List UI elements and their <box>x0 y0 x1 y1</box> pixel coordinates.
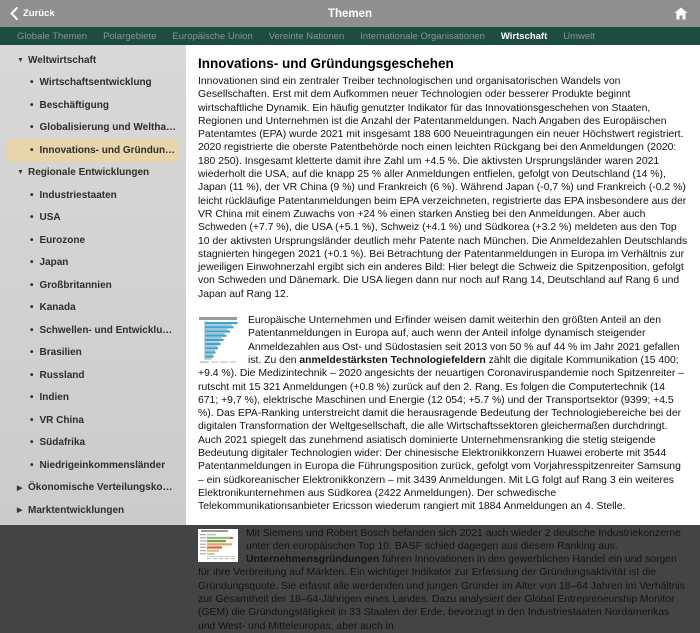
disclosure-triangle-expanded-icon: ▼ <box>17 56 24 64</box>
bullet-icon: • <box>30 257 34 269</box>
founding-rate-chart-thumbnail[interactable] <box>198 529 238 562</box>
sidebar-item-kanada[interactable]: • Kanada <box>30 302 76 314</box>
sidebar-item-wirtschaftsentwicklung[interactable]: • Wirtschaftsentwicklung <box>30 77 152 89</box>
sidebar-item-vr-china[interactable]: • VR China <box>30 414 84 426</box>
bullet-icon: • <box>30 122 34 134</box>
article-content <box>186 45 700 632</box>
bullet-icon: • <box>30 77 34 89</box>
sidebar-item-globalisierung-und-welthandel[interactable]: • Globalisierung und Weltha… <box>30 122 177 134</box>
paragraph-company-founding: Mit Siemens und Robert Bosch befanden sich 2021 auch wieder 2 deutsche Industriekonzerne unter den europäischen Top 10. BASF schied dagegen aus diesem Ranking aus. Unternehmensgründungen führen Innovationen in den gewerblichen Handel ein und sorgen für ihre Verbreitung auf Märkten. Ein wichtiger Indikator zur Erfassung der Gründungsaktivität ist die Gründungsquote. Sie erfasst alle werdenden und jungen Gründer im Alter von 18–64 Jahren im Verhältnis zur Gesamtheit der 18–64-Jährigen eines Landes. Dazu analysiert der Global Entrepreneurship Monitor (GEM) die Gründungstätigkeit in 33 Staaten der Erde, bevorzugt in den Industriestaaten Nordamerikas und West- und Mitteleuropas, aber auch in <box>198 527 685 632</box>
bullet-icon: • <box>30 99 34 111</box>
sidebar-item-russland[interactable]: • Russland <box>30 369 85 381</box>
sidebar-group-weltwirtschaft[interactable]: ▼ Weltwirtschaft <box>17 54 97 66</box>
sidebar-item-indien[interactable]: • Indien <box>30 392 69 404</box>
sidebar-item-industriestaaten[interactable]: • Industriestaaten <box>30 189 117 201</box>
bullet-icon: • <box>30 414 34 426</box>
bold-technology-fields: anmeldestärksten Technologiefeldern <box>299 354 486 366</box>
bullet-icon: • <box>30 302 34 314</box>
tab-wirtschaft[interactable]: Wirtschaft <box>500 30 548 42</box>
sidebar-item-beschaeftigung[interactable]: • Beschäftigung <box>30 99 109 111</box>
sidebar-item-japan[interactable]: • Japan <box>30 257 69 269</box>
topic-tab-bar <box>0 27 700 45</box>
sidebar-item-innovations-und-gruendungsgeschehen[interactable]: • Innovations- und Gründun… <box>7 139 179 162</box>
sidebar-item-schwellen-und-entwicklungslaender[interactable]: • Schwellen- und Entwicklu… <box>30 324 173 336</box>
paragraph-patent-applications: Innovationen sind ein zentraler Treiber technologischen und organisatorischen Wandels von Gesellschaften. Erst mit dem Aufkommen neuer Technologien oder besserer Produkte beginnt wirtschaftliche Dynamik. Ein häufig genutzter Indikator für das Innovationsgeschehen von Staaten, Regionen und Unternehmen ist die Anzahl der Patentanmeldungen. Nach Angaben des Europäischen Patentamtes (EPA) wurde 2021 mit insgesamt 188 600 Neueintragungen ein neuer Höchstwert registriert. 2020 registrierte die oberste Patentbehörde noch einen leichten Rückgang bei den Anmeldungen (2020: 180 250). Insgesamt kletterte damit ihre Zahl um +4.5 %. Die aktivsten Ursprungsländer waren 2021 wiederholt die USA, auf die knapp 25 % aller Anmeldungen entfielen, gefolgt von Deutschland (14 %), Japan (11 %), der VR China (9 %) und Frankreich (6 %). Während Japan (-0,7 %) und Frankreich (-0.2 %) leicht rückläufige Patentanmeldungen beim EPA verzeichneten, registrierte das EPA insbesondere aus der VR China mit einem Zuwachs von +24 % einen starken Anstieg bei den Anmeldungen. Aber auch Schweden (+7.7 %), die USA (+5.1 %), Schweiz (+4.1 %) und Südkorea (+3.2 %) meldeten aus den Top 10 der aktivsten Ursprungsländer deutlich mehr Patente nach München. Die Anmeldezahlen Deutschlands stagnierten hingegen 2021 (+0.1 %). Bei Betrachtung der Patentanmeldungen in Europa im Verhältnis zur jeweiligen Einwohnerzahl ergibt sich ein anderes Bild: Hier belegt die Schweiz die Spitzenposition, gefolgt von Schweden und Dänemark. Die USA liegen dann nur noch auf Rang 14, Deutschland auf Rang 6 und Japan auf Rang 12. <box>198 76 688 300</box>
sidebar-item-niedrigeinkommenslaender[interactable]: • Niedrigeinkommensländer <box>30 459 166 471</box>
tab-internationale-organisationen[interactable]: Internationale Organisationen <box>360 30 485 42</box>
paragraph-technology-fields: Europäische Unternehmen und Erfinder weisen damit weiterhin den größten Anteil an den Patentanmeldungen in Europa auf, auch wenn der Anteil infolge dynamisch steigender Anmeldezahlen aus Ost- und Südostasien seit 2013 von 50 % auf 44 % im Jahr 2021 gefallen ist. Zu den anmeldestärksten Technologiefeldern zählt die digitale Kommunikation (15 400; +9.4 %). Die Medizintechnik – 2020 angesichts der neuartigen Coronaviruspandemie noch Spitzenreiter – rutscht mit 15 321 Anmeldungen (+0.8 %) zurück auf den 2. Rang. Es folgen die Computertechnik (14 671; +9,7 %), elektrische Maschinen und Energie (12 054; +5.7 %) und der Transportsektor (9399; +4.5 %). Das EPA-Ranking unterstreicht damit die herausragende Bedeutung der Technologiebereiche bei der digitalen Transformation der Weltgesellschaft, die alle Wirtschaftssektoren gleichermaßen durchdringt. Auch 2021 spiegelt das zunehmend asiatisch dominierte Unternehmensranking die stetig steigende Bedeutung digitaler Technologien wider: Der chinesische Elektronikkonzern Huawei eroberte mit 3544 Patentanmeldungen in Europa die Führungsposition zurück, gefolgt vom Vorjahresspitzenreiter Samsung – ein südkoreanischer Elektronikkonzern – mit 3439 Anmeldungen. Mit LG folgt auf Rang 3 ein weiteres Elektronikunternehmen aus Südkorea (2422 Anmeldungen). Der schwedische Telekommunikationsanbieter Ericsson wiederum rangiert mit 1884 Anmeldungen an 4. Stelle. <box>198 315 685 513</box>
bullet-icon: • <box>30 189 34 201</box>
tab-vereinte-nationen[interactable]: Vereinte Nationen <box>268 30 345 42</box>
disclosure-triangle-expanded-icon: ▼ <box>17 169 24 177</box>
bullet-icon: • <box>30 212 34 224</box>
bullet-icon: • <box>30 369 34 381</box>
home-button[interactable] <box>674 7 688 20</box>
disclosure-triangle-collapsed-icon: ▶ <box>17 484 23 492</box>
back-button-label: Zurück <box>23 8 55 19</box>
sidebar-group-oekonomische-verteilungskonzepte[interactable]: ▶ Ökonomische Verteilungsko… <box>17 482 173 494</box>
bullet-icon: • <box>30 234 34 246</box>
sidebar-item-eurozone[interactable]: • Eurozone <box>30 234 86 246</box>
disclosure-triangle-collapsed-icon: ▶ <box>17 507 23 515</box>
tab-polargebiete[interactable]: Polargebiete <box>103 30 157 42</box>
bullet-icon: • <box>30 279 34 291</box>
topic-sidebar <box>0 45 186 525</box>
tab-umwelt[interactable]: Umwelt <box>563 30 595 42</box>
bullet-icon: • <box>30 459 34 471</box>
bullet-icon: • <box>30 437 34 449</box>
bullet-icon: • <box>30 324 34 336</box>
navigation-bar <box>0 0 700 27</box>
sidebar-group-marktentwicklungen[interactable]: ▶ Marktentwicklungen <box>17 504 125 516</box>
main-area <box>0 45 700 632</box>
sidebar-item-usa[interactable]: • USA <box>30 212 61 224</box>
sidebar-item-grossbritannien[interactable]: • Großbritannien <box>30 279 112 291</box>
patent-ranking-chart-thumbnail[interactable] <box>198 316 240 364</box>
bullet-icon: • <box>30 347 34 359</box>
bullet-icon: • <box>30 144 34 156</box>
tab-globale-themen[interactable]: Globale Themen <box>17 30 88 42</box>
sidebar-item-suedafrika[interactable]: • Südafrika <box>30 437 86 449</box>
back-chevron-icon <box>10 7 18 20</box>
home-icon <box>674 7 688 20</box>
tab-europaeische-union[interactable]: Europäische Union <box>172 30 253 42</box>
bold-company-foundings: Unternehmensgründungen <box>246 554 380 566</box>
article-title: Innovations- und Gründungsgeschehen <box>198 56 454 71</box>
sidebar-group-regionale-entwicklungen[interactable]: ▼ Regionale Entwicklungen <box>17 167 150 179</box>
sidebar-item-brasilien[interactable]: • Brasilien <box>30 347 82 359</box>
bullet-icon: • <box>30 392 34 404</box>
page-title: Themen <box>327 7 373 20</box>
back-button[interactable] <box>10 7 55 20</box>
